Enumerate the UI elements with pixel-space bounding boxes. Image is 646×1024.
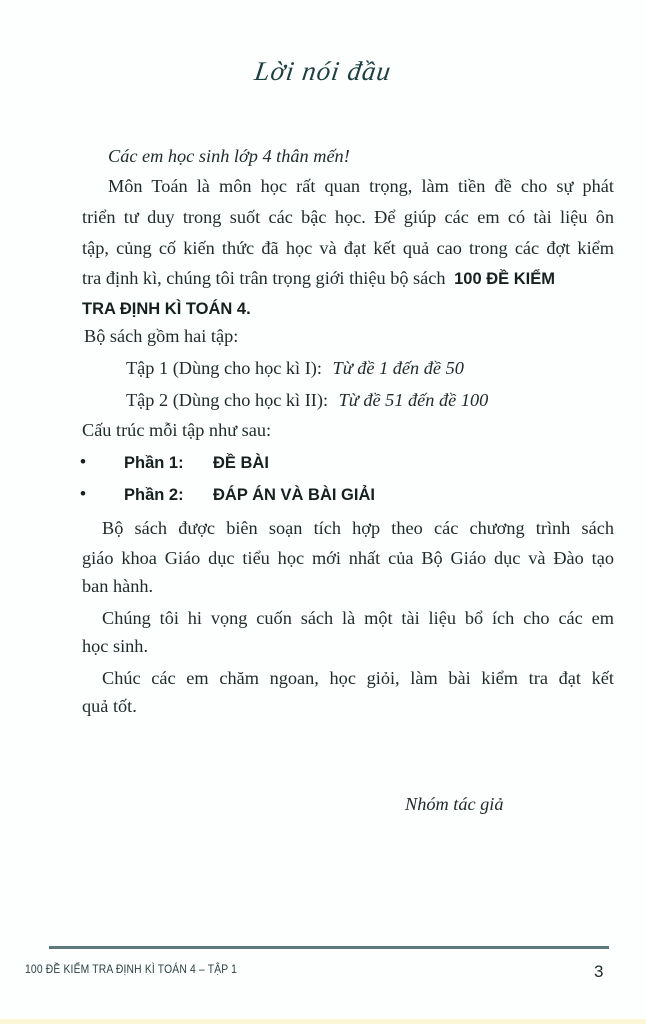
intro-line-4 [82, 268, 555, 289]
volumes-intro: Bộ sách gồm hai tập: [84, 326, 239, 346]
volume-1-range: Từ đề 1 đến đề 50 [332, 358, 464, 378]
volume-2-range: Từ đề 51 đến đề 100 [338, 390, 489, 410]
part-1-label: Phần 1: [124, 454, 184, 472]
volume-1 [126, 358, 464, 379]
bullet-icon: • [80, 452, 86, 471]
intro-line-4-text: tra định kì, chúng tôi trân trọng giới thiệu bộ sách [82, 268, 446, 288]
volume-2 [126, 390, 488, 411]
part-2-label: Phần 2: [124, 486, 184, 504]
part-2-name: ĐÁP ÁN VÀ BÀI GIẢI [213, 486, 375, 504]
para-2-line-2: học sinh. [82, 636, 149, 656]
part-1-name: ĐỀ BÀI [213, 454, 269, 472]
structure-intro: Cấu trúc mỗi tập như sau: [82, 420, 272, 440]
para-2-line-1: Chúng tôi hi vọng cuốn sách là một tài liệu bổ ích cho các em [102, 608, 614, 628]
book-title-part2: TRA ĐỊNH KÌ TOÁN 4. [82, 300, 251, 318]
intro-line-1: Môn Toán là môn học rất quan trọng, làm tiền đề cho sự phát [108, 176, 614, 196]
bullet-icon: • [80, 484, 86, 503]
para-1-line-2: giáo khoa Giáo dục tiểu học mới nhất của Bộ Giáo dục và Đào tạo [82, 548, 614, 568]
intro-line-2: triển tư duy trong suốt các bậc học. Để giúp các em có tài liệu ôn [82, 207, 614, 227]
volume-1-label: Tập 1 (Dùng cho học kì I): [126, 358, 322, 378]
page-number: 3 [594, 962, 604, 981]
page-edge [0, 1019, 646, 1024]
intro-line-3: tập, củng cố kiến thức đã học và đạt kết quả cao trong các đợt kiểm [82, 238, 614, 258]
greeting: Các em học sinh lớp 4 thân mến! [108, 146, 350, 166]
para-3-line-1: Chúc các em chăm ngoan, học giỏi, làm bài kiểm tra đạt kết [102, 668, 614, 688]
running-title: 100 ĐỀ KIỂM TRA ĐỊNH KÌ TOÁN 4 – TẬP 1 [25, 962, 238, 976]
signature: Nhóm tác giả [405, 794, 504, 814]
footer-divider [49, 946, 609, 949]
para-1-line-1: Bộ sách được biên soạn tích hợp theo các chương trình sách [102, 518, 614, 538]
page-title: Lời nói đầu [252, 56, 394, 86]
book-title-part1: 100 ĐỀ KIỂM [454, 270, 555, 288]
para-3-line-2: quả tốt. [82, 696, 137, 716]
para-1-line-3: ban hành. [82, 576, 154, 596]
volume-2-label: Tập 2 (Dùng cho học kì II): [126, 390, 329, 410]
